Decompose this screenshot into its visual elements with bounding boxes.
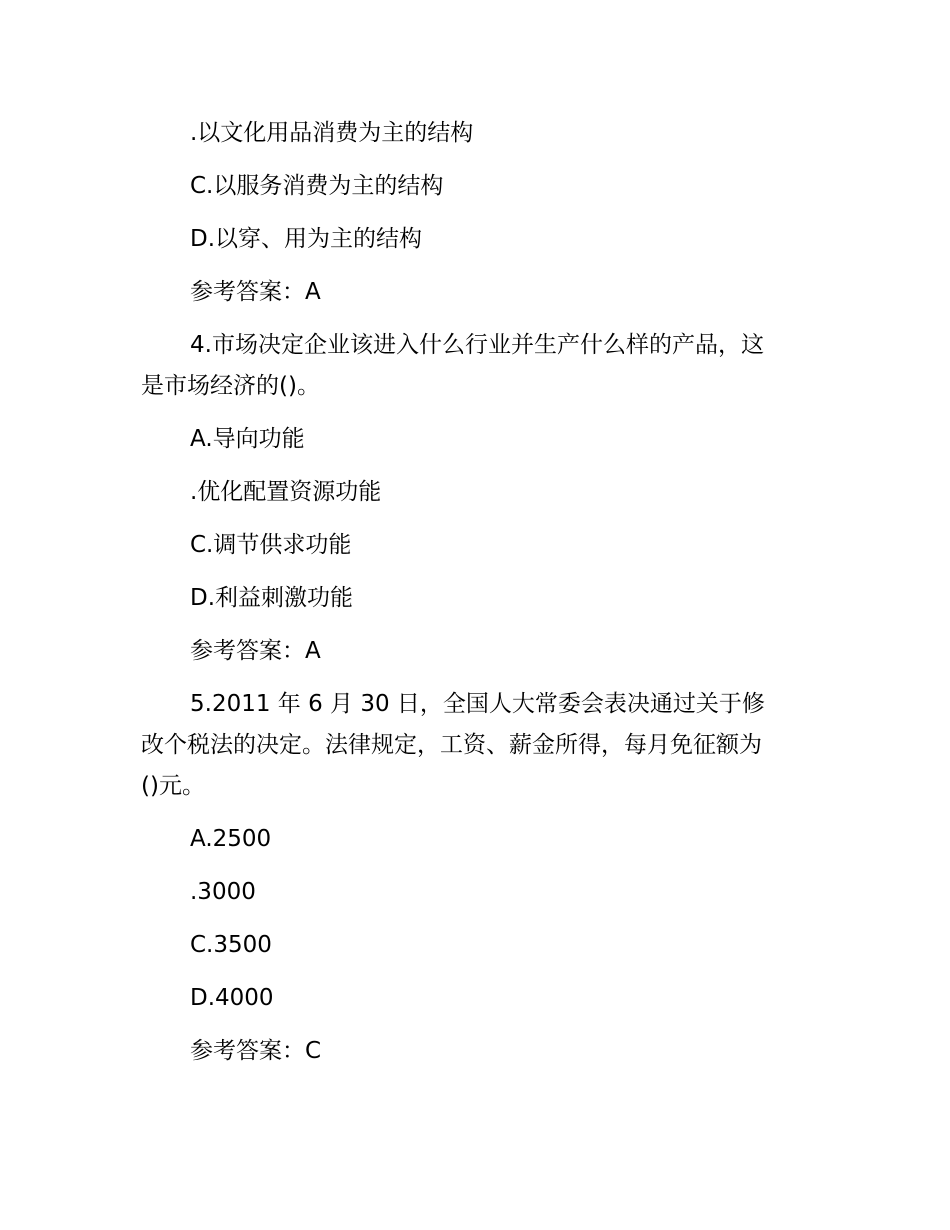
q3-option-b: .以文化用品消费为主的结构 bbox=[190, 120, 474, 146]
q4-stem-line-1: 4.市场决定企业该进入什么行业并生产什么样的产品，这 bbox=[190, 332, 764, 358]
q5-stem-line-1: 5.2011 年 6 月 30 日，全国人大常委会表决通过关于修 bbox=[190, 691, 765, 717]
q4-option-c: C.调节供求功能 bbox=[190, 532, 352, 558]
q5-option-c: C.3500 bbox=[190, 932, 272, 958]
q5-stem bbox=[141, 684, 813, 807]
q4-stem-line-2: 是市场经济的()。 bbox=[141, 373, 320, 399]
q4-stem bbox=[141, 325, 813, 407]
q3-option-c: C.以服务消费为主的结构 bbox=[190, 173, 444, 199]
q4-answer: 参考答案：A bbox=[190, 638, 321, 664]
q4-option-a: A.导向功能 bbox=[190, 426, 305, 452]
q5-option-b: .3000 bbox=[190, 879, 256, 905]
q5-stem-line-2: 改个税法的决定。法律规定，工资、薪金所得，每月免征额为 bbox=[141, 732, 762, 758]
q3-answer: 参考答案：A bbox=[190, 279, 321, 305]
q5-answer: 参考答案：C bbox=[190, 1038, 322, 1064]
q3-option-d: D.以穿、用为主的结构 bbox=[190, 226, 423, 252]
q4-option-b: .优化配置资源功能 bbox=[190, 479, 382, 505]
q5-option-d: D.4000 bbox=[190, 985, 274, 1011]
q4-option-d: D.利益刺激功能 bbox=[190, 585, 354, 611]
document-page bbox=[141, 113, 813, 1084]
q5-stem-line-3: ()元。 bbox=[141, 773, 205, 799]
q5-option-a: A.2500 bbox=[190, 826, 272, 852]
